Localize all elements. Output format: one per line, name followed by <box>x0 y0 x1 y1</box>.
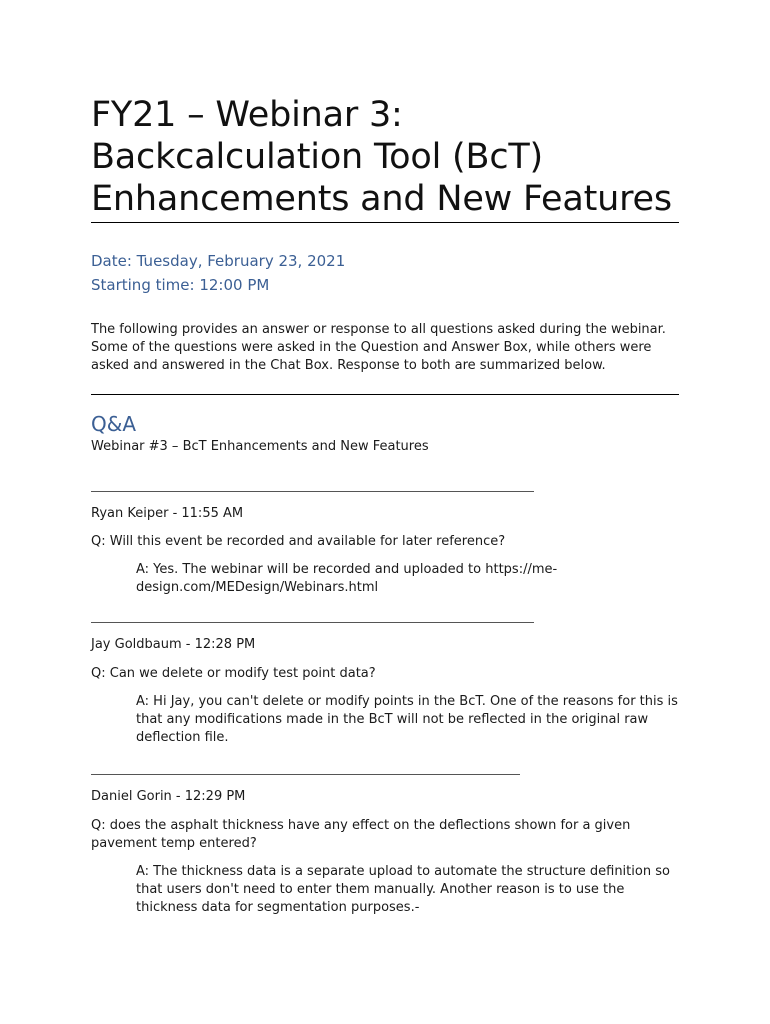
meeting-start-time: Starting time: 12:00 PM <box>91 276 270 294</box>
question-text: Q: Will this event be recorded and available for later reference? <box>91 534 506 549</box>
question-text: Q: does the asphalt thickness have any effect on the deflections shown for a given pavement temp entered? <box>91 818 631 851</box>
asker-name-time: Ryan Keiper - 11:55 AM <box>91 506 244 521</box>
asker-name-time: Jay Goldbaum - 12:28 PM <box>91 637 256 652</box>
answer-text: A: Hi Jay, you can't delete or modify points in the BcT. One of the reasons for this is that any modifications made in the BcT will not be reflected in the original raw deflection file. <box>136 694 678 745</box>
meeting-meta <box>91 249 679 297</box>
asker-name-time: Daniel Gorin - 12:29 PM <box>91 789 246 804</box>
entry-separator <box>91 774 520 775</box>
document-title: FY21 – Webinar 3: Backcalculation Tool (BcT) Enhancements and New Features <box>91 94 679 223</box>
question-text: Q: Can we delete or modify test point data? <box>91 666 376 681</box>
entry-separator <box>91 491 534 492</box>
section-divider <box>91 394 679 395</box>
answer-text: A: The thickness data is a separate upload to automate the structure definition so that users don't need to enter them manually. Another reason is to use the thickness data for segmentation purposes.- <box>136 864 670 915</box>
qa-subtitle: Webinar #3 – BcT Enhancements and New Features <box>91 439 429 454</box>
intro-paragraph: The following provides an answer or response to all questions asked during the webinar. Some of the questions were asked in the Question and Answer Box, while others were asked and answered in the Chat Box. Response to both are summarized below. <box>91 322 666 373</box>
answer-text: A: Yes. The webinar will be recorded and uploaded to https://me-design.com/MEDesign/Webinars.html <box>136 562 558 595</box>
meeting-date: Date: Tuesday, February 23, 2021 <box>91 252 346 270</box>
document-page <box>91 94 679 917</box>
entry-separator <box>91 622 534 623</box>
qa-heading: Q&A <box>91 412 137 436</box>
